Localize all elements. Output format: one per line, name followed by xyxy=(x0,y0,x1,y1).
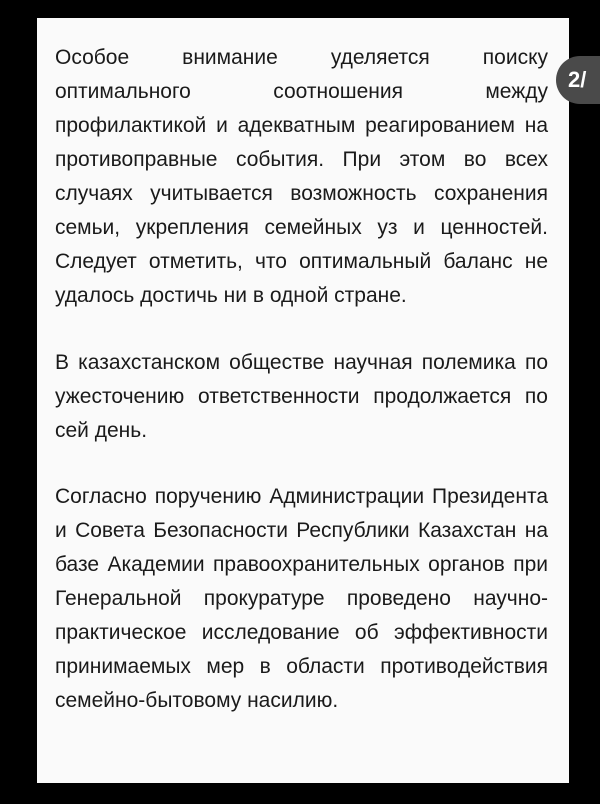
page-indicator-badge[interactable]: 2/ xyxy=(556,56,600,104)
paragraph-1: Особое внимание уделяется поиску оптимального соотношения между профилактикой и адекватным реагированием на противоправные события. При этом во всех случаях учитывается возможность сохранения семьи, укрепления семейных уз и ценностей. Следует отметить, что оптимальный баланс не удалось достичь ни в одной стране. xyxy=(55,46,548,307)
document-page[interactable] xyxy=(37,18,569,783)
paragraph-3: Согласно поручению Администрации Президента и Совета Безопасности Республики Казахстан на базе Академии правоохранительных органов при Генеральной прокуратуре проведено научно-практическое исследование об эффективности принимаемых мер в области противодействия семейно-бытовому насилию. xyxy=(55,485,548,712)
paragraph-2: В казахстанском обществе научная полемика по ужесточению ответственности продолжается по сей день. xyxy=(55,351,548,442)
